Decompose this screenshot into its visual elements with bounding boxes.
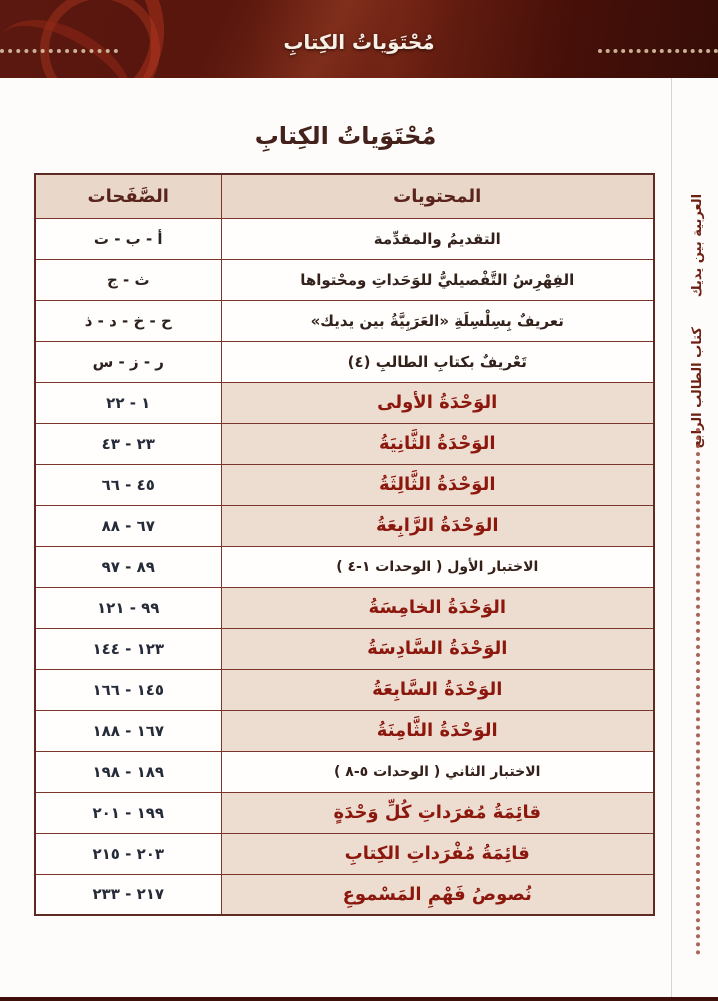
- chain-ornament-vertical: [696, 428, 700, 955]
- pages-cell: ١٤٥ - ١٦٦: [35, 669, 221, 710]
- table-row: [35, 546, 654, 587]
- table-row: [35, 341, 654, 382]
- content-cell: الفِهْرِسُ التَّفْصيليُّ للوَحَداتِ ومحْتواها: [221, 259, 654, 300]
- content-cell: الوَحْدَةُ الرَّابِعَةُ: [221, 505, 654, 546]
- pages-cell: ١ - ٢٢: [35, 382, 221, 423]
- pages-cell: ٨٩ - ٩٧: [35, 546, 221, 587]
- pages-cell: ٩٩ - ١٢١: [35, 587, 221, 628]
- table-row: [35, 423, 654, 464]
- table-row: [35, 587, 654, 628]
- pages-cell: ٤٥ - ٦٦: [35, 464, 221, 505]
- content-cell: الوَحْدَةُ الثَّالِثَةُ: [221, 464, 654, 505]
- table-row: [35, 218, 654, 259]
- table-row: [35, 628, 654, 669]
- content-cell: الوَحْدَةُ الأولى: [221, 382, 654, 423]
- pages-cell: ٢٣ - ٤٣: [35, 423, 221, 464]
- pages-cell: ١٦٧ - ١٨٨: [35, 710, 221, 751]
- pages-cell: ١٨٩ - ١٩٨: [35, 751, 221, 792]
- table-row: [35, 382, 654, 423]
- pages-cell: ر - ز - س: [35, 341, 221, 382]
- contents-column-header: المحتويات: [221, 174, 654, 218]
- content-cell: تَعْريفٌ بكتابِ الطالبِ (٤): [221, 341, 654, 382]
- pages-cell: ٢١٧ - ٢٣٣: [35, 874, 221, 915]
- table-row: [35, 710, 654, 751]
- pages-cell: ٦٧ - ٨٨: [35, 505, 221, 546]
- pages-cell: ١٩٩ - ٢٠١: [35, 792, 221, 833]
- table-row: [35, 669, 654, 710]
- content-cell: الاختبار الثاني ( الوحدات ٥-٨ ): [221, 751, 654, 792]
- table-row: [35, 874, 654, 915]
- content-cell: قائِمَةُ مُفْرَداتِ الكِتابِ: [221, 833, 654, 874]
- toc-table: [34, 173, 655, 916]
- content-cell: الوَحْدَةُ الثَّانِيَةُ: [221, 423, 654, 464]
- page-title: مُحْتَوَياتُ الكِتابِ: [254, 122, 437, 150]
- book-title: كتاب الطالب الرابع: [690, 327, 705, 449]
- content-cell: قائِمَةُ مُفرَداتِ كُلِّ وَحْدَةٍ: [221, 792, 654, 833]
- series-title: العربية بين يديك: [690, 193, 705, 298]
- content-cell: التقديمُ والمقدِّمة: [221, 218, 654, 259]
- content-cell: نُصوصُ فَهْمِ المَسْموعِ: [221, 874, 654, 915]
- pages-cell: أ - ب - ت: [35, 218, 221, 259]
- content-cell: الوَحْدَةُ السَّادِسَةُ: [221, 628, 654, 669]
- bottom-bar: [0, 997, 718, 1001]
- content-cell: الوَحْدَةُ الثَّامِنَةُ: [221, 710, 654, 751]
- pages-cell: ١٢٣ - ١٤٤: [35, 628, 221, 669]
- content-cell: الاختبار الأول ( الوحدات ١-٤ ): [221, 546, 654, 587]
- table-row: [35, 505, 654, 546]
- spine-text: [690, 193, 712, 449]
- header-bar-title: مُحْتَوَياتُ الكِتابِ: [283, 30, 435, 54]
- table-row: [35, 751, 654, 792]
- content-cell: تعريفٌ بِسِلْسِلَةِ «العَرَبِيَّةُ بين يديك»: [221, 300, 654, 341]
- header-bar: [0, 0, 718, 78]
- table-row: [35, 259, 654, 300]
- table-header-row: [35, 174, 654, 218]
- content-cell: الوَحْدَةُ السَّابِعَةُ: [221, 669, 654, 710]
- pages-cell: ث - ج: [35, 259, 221, 300]
- content-cell: الوَحْدَةُ الخامِسَةُ: [221, 587, 654, 628]
- table-row: [35, 833, 654, 874]
- pages-column-header: الصَّفَحات: [35, 174, 221, 218]
- table-row: [35, 464, 654, 505]
- pages-cell: ح - خ - د - ذ: [35, 300, 221, 341]
- table-row: [35, 300, 654, 341]
- side-divider: [671, 78, 672, 997]
- table-row: [35, 792, 654, 833]
- pages-cell: ٢٠٣ - ٢١٥: [35, 833, 221, 874]
